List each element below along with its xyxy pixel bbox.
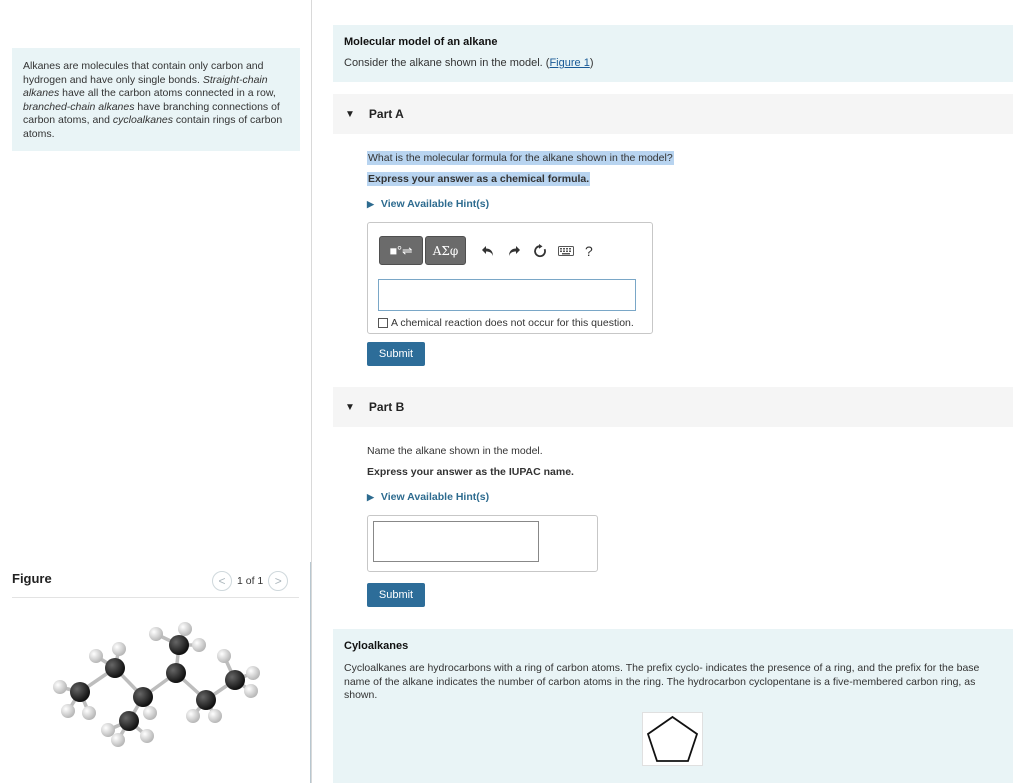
part-a-hint-label: View Available Hint(s) <box>380 198 490 210</box>
caret-down-icon: ▼ <box>345 108 355 120</box>
intro-term-straight-chain: Straight-chain alkanes <box>23 73 268 99</box>
panel-title: Molecular model of an alkane <box>344 36 498 48</box>
no-reaction-label: A chemical reaction does not occur for this question. <box>391 317 634 329</box>
alkane-molecule-image <box>48 618 266 753</box>
help-button[interactable]: ? <box>585 242 593 259</box>
math-toolbar <box>379 236 593 265</box>
part-a-hint-toggle[interactable] <box>367 198 489 210</box>
caret-right-icon: ▶ <box>367 491 374 502</box>
part-a-header[interactable] <box>333 94 1013 134</box>
part-b-answer-input[interactable] <box>373 521 539 562</box>
panel-text <box>344 57 1002 69</box>
cyclopentane-image <box>642 712 703 766</box>
pentagon-icon <box>643 713 702 765</box>
template-icon: ■°⇌ <box>389 244 413 258</box>
part-b-header[interactable] <box>333 387 1013 427</box>
no-reaction-checkbox[interactable] <box>378 318 388 328</box>
part-a-label: Part A <box>368 107 404 121</box>
part-a-instruction-text: Express your answer as a chemical formula. <box>368 173 590 185</box>
figure-divider <box>310 562 311 783</box>
keyboard-button[interactable] <box>553 236 579 265</box>
cycloalkanes-title: Cyloalkanes <box>344 640 409 652</box>
caret-right-icon: ▶ <box>367 198 374 209</box>
intro-part-4: have branching connections of carbon atoms, and <box>23 100 280 126</box>
part-a-answer-box <box>367 222 653 334</box>
figure-separator <box>12 597 299 598</box>
greek-symbols-label: ΑΣφ <box>432 243 459 258</box>
panel-text-before: Consider the alkane shown in the model. ( <box>344 57 550 69</box>
figure-link[interactable]: Figure 1 <box>549 57 590 69</box>
chevron-left-icon: < <box>218 574 226 588</box>
column-divider <box>311 0 312 783</box>
molecular-model-panel <box>333 25 1013 82</box>
part-b-submit-button[interactable]: Submit <box>367 583 425 607</box>
part-b-label: Part B <box>368 400 405 414</box>
undo-icon <box>481 245 495 257</box>
undo-button[interactable] <box>475 236 501 265</box>
part-b-instruction: Express your answer as the IUPAC name. <box>367 466 574 478</box>
reset-button[interactable] <box>527 236 553 265</box>
redo-icon <box>507 245 521 257</box>
part-a-question-text: What is the molecular formula for the alkane shown in the model? <box>368 152 673 164</box>
cycloalkanes-text: Cycloalkanes are hydrocarbons with a ring of carbon atoms. The prefix cyclo- indicates the presence of a ring, and the prefix for the base name of the alkane indicates the number of carbon atoms in the ring. The hydrocarbon cyclopentane is a five-membered carbon ring, as shown. <box>344 662 980 701</box>
redo-button[interactable] <box>501 236 527 265</box>
figure-nav <box>212 570 288 592</box>
part-a-submit-button[interactable]: Submit <box>367 342 425 366</box>
intro-term-cycloalkanes: cycloalkanes <box>112 114 174 126</box>
chevron-right-icon: > <box>274 574 282 588</box>
part-a-instruction <box>367 173 590 185</box>
reset-icon <box>533 244 547 258</box>
intro-text-box <box>12 48 300 151</box>
figure-count: 1 of 1 <box>237 575 264 587</box>
caret-down-icon: ▼ <box>345 401 355 413</box>
intro-term-branched-chain: branched-chain alkanes <box>23 100 135 113</box>
intro-part-0: Alkanes are molecules that contain only carbon and hydrogen and have only single bonds. <box>23 60 264 86</box>
no-reaction-row[interactable] <box>378 317 634 329</box>
intro-part-6: contain rings of carbon atoms. <box>23 114 283 140</box>
figure-title: Figure <box>12 571 52 586</box>
intro-part-2: have all the carbon atoms connected in a row, <box>59 87 276 99</box>
cycloalkanes-panel <box>333 629 1013 783</box>
part-b-hint-label: View Available Hint(s) <box>380 491 490 503</box>
part-b-hint-toggle[interactable] <box>367 491 489 503</box>
template-button[interactable] <box>379 236 423 265</box>
part-a-question <box>367 152 674 164</box>
prev-figure-button[interactable] <box>212 571 232 591</box>
part-b-answer-box <box>367 515 598 572</box>
panel-text-after: ) <box>589 57 594 69</box>
greek-symbols-button[interactable] <box>425 236 466 265</box>
part-b-question: Name the alkane shown in the model. <box>367 445 543 457</box>
next-figure-button[interactable] <box>268 571 288 591</box>
keyboard-icon <box>558 246 574 256</box>
part-a-answer-input[interactable] <box>378 279 636 311</box>
